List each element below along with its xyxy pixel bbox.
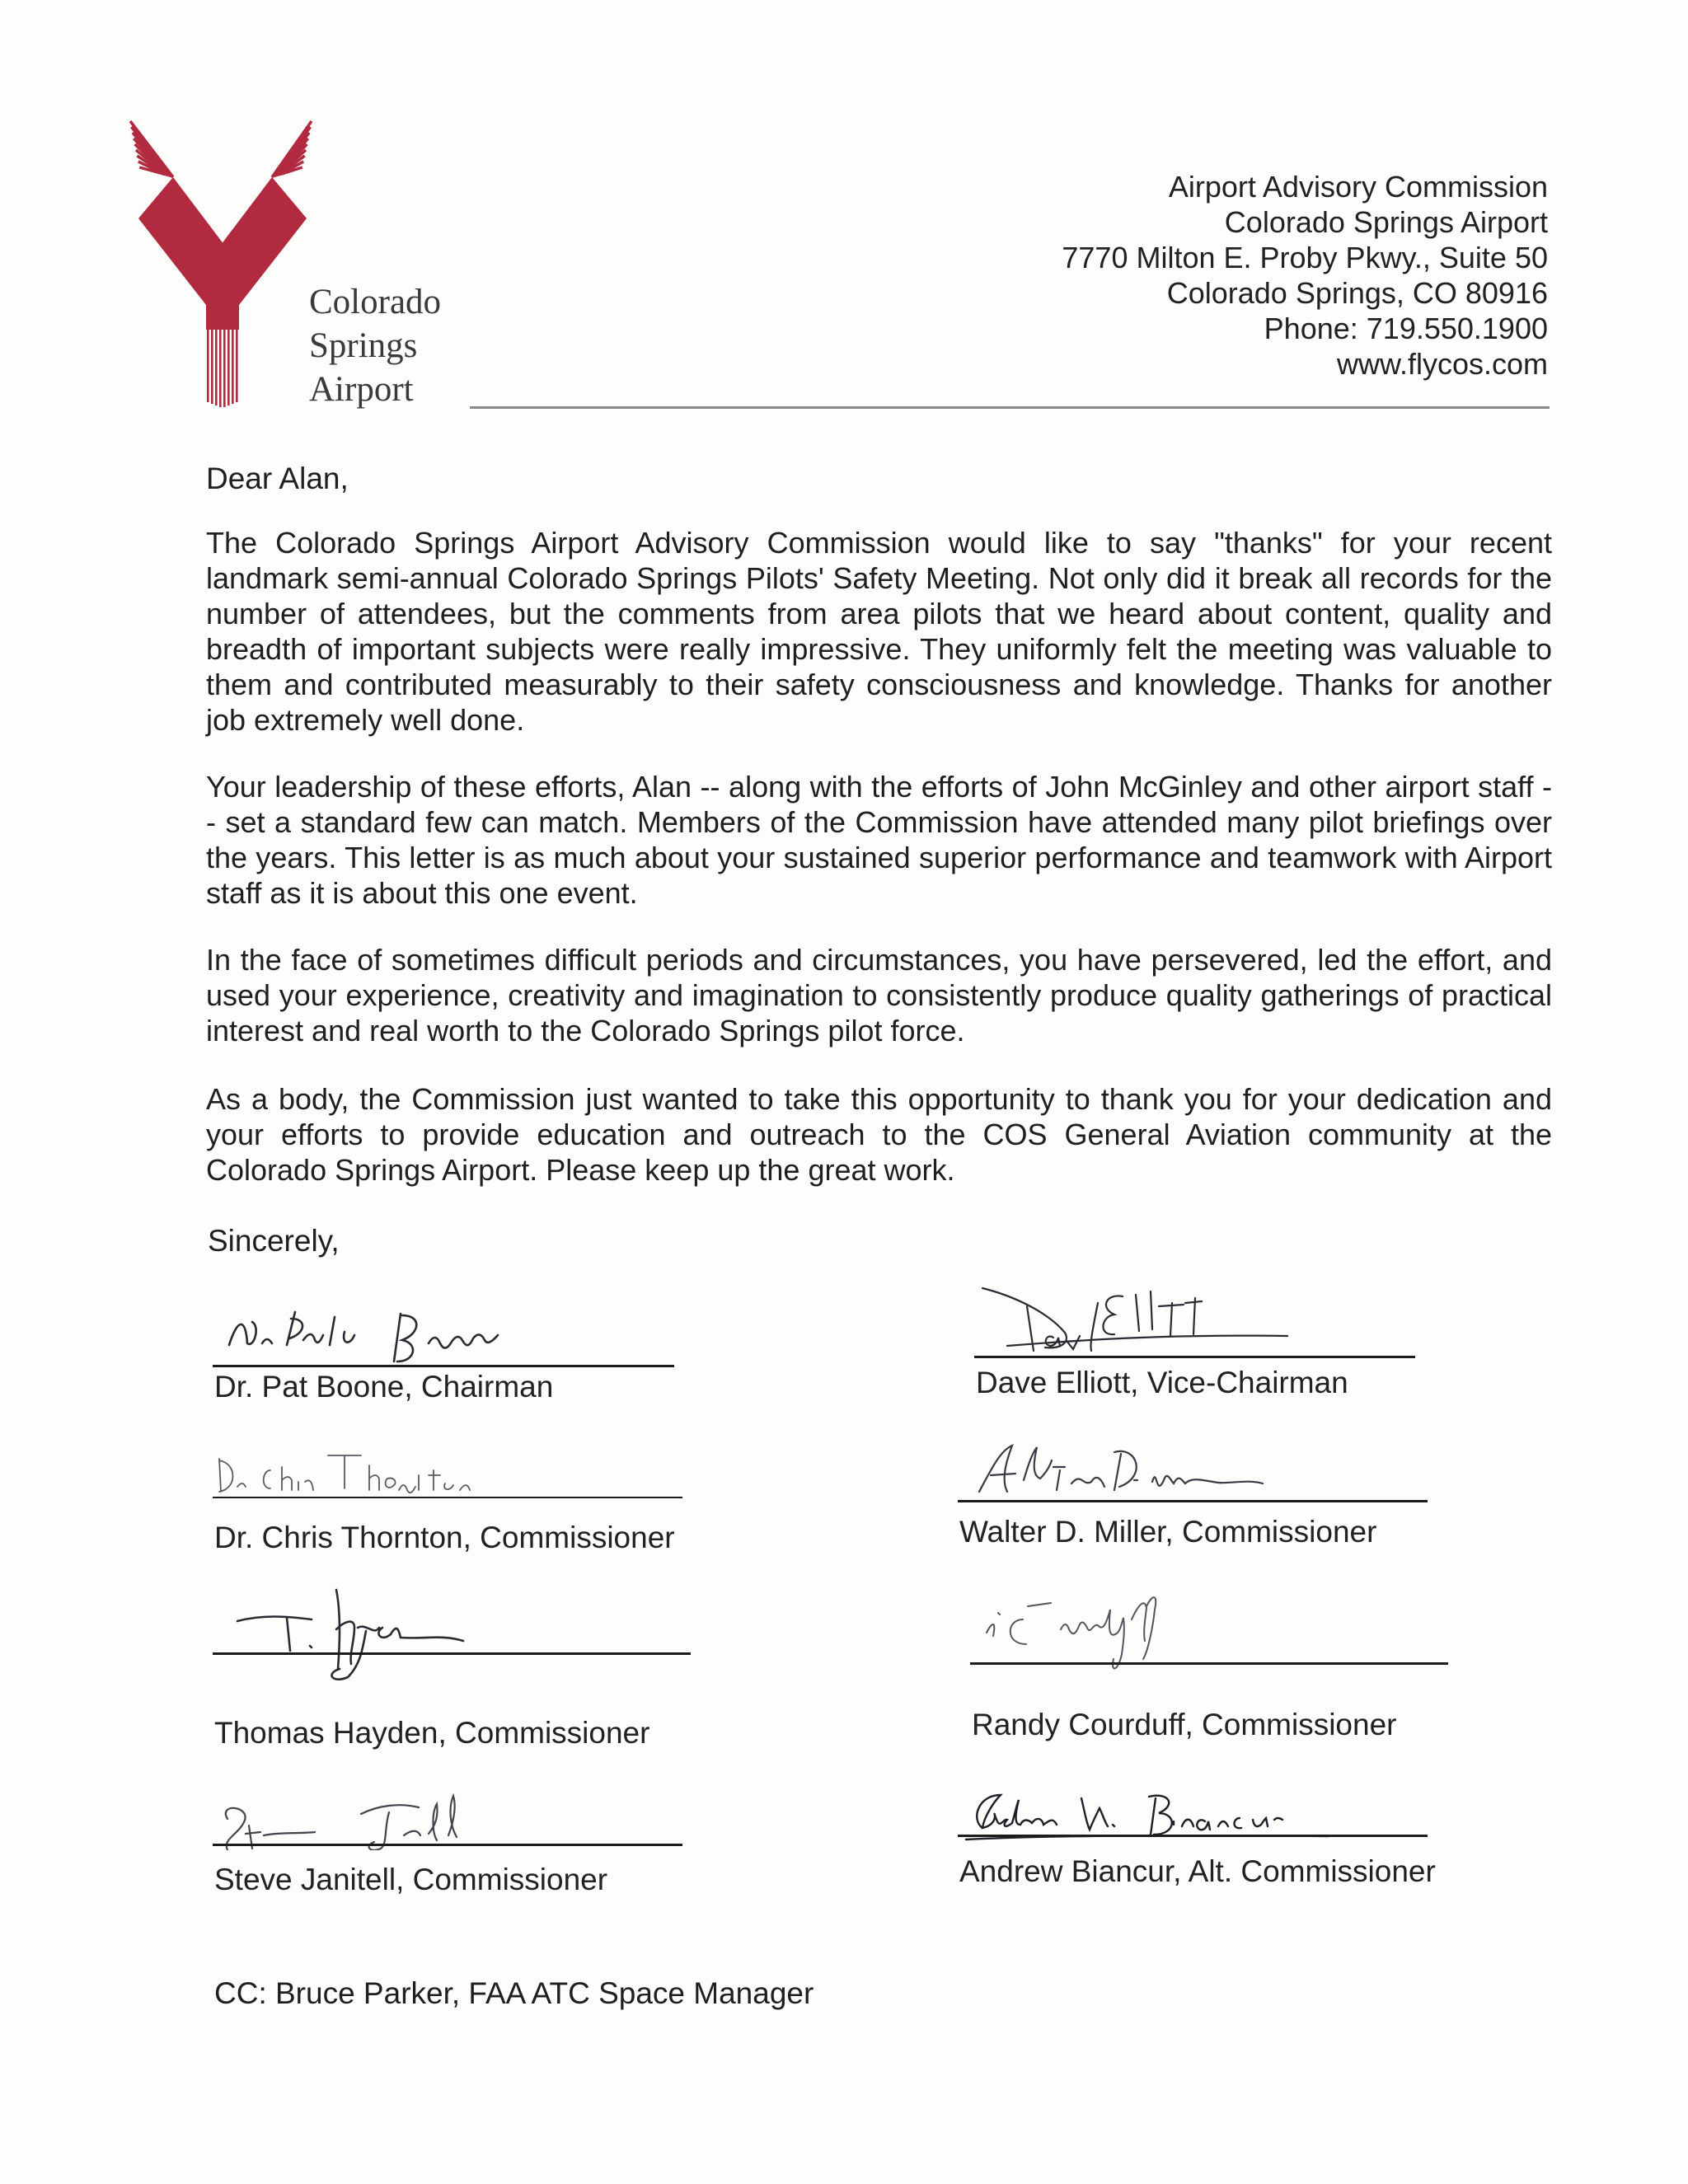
logo-line-colorado: Colorado [309, 283, 442, 321]
signature-chris-thornton [213, 1442, 682, 1500]
salutation: Dear Alan, [206, 462, 349, 495]
paragraph-3: In the face of sometimes difficult periods and circumstances, you have persevered, led the effort, and used your experience, creativity and imagination to consistently produce quality gatherings of practical interest and real worth to the Colorado Springs pilot force. [206, 943, 1552, 1047]
signature-block-thomas-hayden [213, 1578, 691, 1750]
logo-tine [211, 330, 213, 404]
signature-walter-miller [958, 1434, 1428, 1508]
paragraph-1: The Colorado Springs Airport Advisory Commission would like to say "thanks" for your recent landmark semi-annual Colorado Springs Pilots' Safety Meeting. Not only did it break all records for the number of attendees, but the comments from area pilots that we heard about content, quality and breadth of important subjects were really impressive. They uniformly felt the meeting was valuable to them and contributed measurably to their safety consciousness and knowledge. Thanks for another job extremely well done. [206, 526, 1552, 737]
signature-block-chris-thornton [213, 1442, 682, 1558]
paragraph-2: Your leadership of these efforts, Alan -- along with the efforts of John McGinley and other airport staff -- set a standard few can match. Members of the Commission have attended many pilot briefings over the years. This letter is as much about your sustained superior performance and teamwork with Airport staff as it is about this one event. [206, 770, 1552, 910]
logo-tine [207, 330, 209, 402]
signature-dave-elliott [974, 1273, 1469, 1364]
address-city: Colorado Springs, CO 80916 [1166, 276, 1548, 310]
logo-tine [219, 330, 222, 407]
signature-pat-boone [213, 1294, 674, 1368]
signature-block-walter-miller [958, 1434, 1428, 1558]
signatory-name: Dr. Chris Thornton, Commissioner [214, 1521, 675, 1554]
logo-line-airport: Airport [309, 370, 414, 409]
signature-line [958, 1500, 1428, 1502]
address-org: Airport Advisory Commission [1168, 170, 1548, 204]
signature-randy-courduff [970, 1586, 1448, 1685]
signature-line [974, 1356, 1415, 1358]
signatory-name: Steve Janitell, Commissioner [214, 1863, 608, 1896]
logo-tine [223, 330, 226, 407]
address-airport: Colorado Springs Airport [1224, 205, 1548, 239]
signature-line [213, 1652, 691, 1655]
airport-logo-mark-icon [124, 120, 313, 416]
logo-tine [215, 330, 218, 405]
signatory-name: Andrew Biancur, Alt. Commissioner [959, 1854, 1436, 1888]
signature-block-andrew-biancur [958, 1780, 1436, 1896]
signatory-name: Thomas Hayden, Commissioner [214, 1716, 650, 1750]
signatory-name: Walter D. Miller, Commissioner [959, 1515, 1377, 1549]
signature-line [213, 1844, 682, 1846]
logo-tine [232, 330, 234, 404]
cc-line: CC: Bruce Parker, FAA ATC Space Manager [214, 1976, 814, 2010]
signature-line [958, 1835, 1428, 1837]
signature-line [213, 1497, 682, 1498]
letterhead-divider [470, 406, 1550, 409]
signatory-name: Dave Elliott, Vice-Chairman [976, 1366, 1348, 1399]
logo-tine [227, 330, 230, 405]
logo-wordmark [309, 280, 441, 411]
signature-line [970, 1662, 1448, 1665]
signature-block-randy-courduff [970, 1586, 1448, 1739]
logo-trunk [206, 268, 239, 330]
logo-line-springs: Springs [309, 326, 418, 365]
paragraph-4: As a body, the Commission just wanted to take this opportunity to thank you for your dedication and your efforts to provide education and outreach to the COS General Aviation community at the Colorado Springs Airport. Please keep up the great work. [206, 1082, 1552, 1187]
signatory-name: Randy Courduff, Commissioner [972, 1708, 1397, 1741]
signature-steve-janitell [213, 1784, 682, 1850]
address-phone: Phone: 719.550.1900 [1264, 312, 1548, 345]
logo-tine [236, 330, 238, 402]
signature-line [213, 1365, 674, 1367]
airport-logo [124, 120, 462, 416]
address-street: 7770 Milton E. Proby Pkwy., Suite 50 [1062, 241, 1548, 274]
signature-block-dave-elliott [974, 1273, 1415, 1405]
signature-thomas-hayden [213, 1578, 691, 1694]
signature-block-pat-boone [213, 1294, 674, 1409]
closing: Sincerely, [208, 1224, 340, 1258]
signatory-name: Dr. Pat Boone, Chairman [214, 1370, 554, 1404]
address-website: www.flycos.com [1336, 347, 1548, 381]
signature-block-steve-janitell [213, 1784, 682, 1900]
letterhead-address [1062, 169, 1548, 382]
